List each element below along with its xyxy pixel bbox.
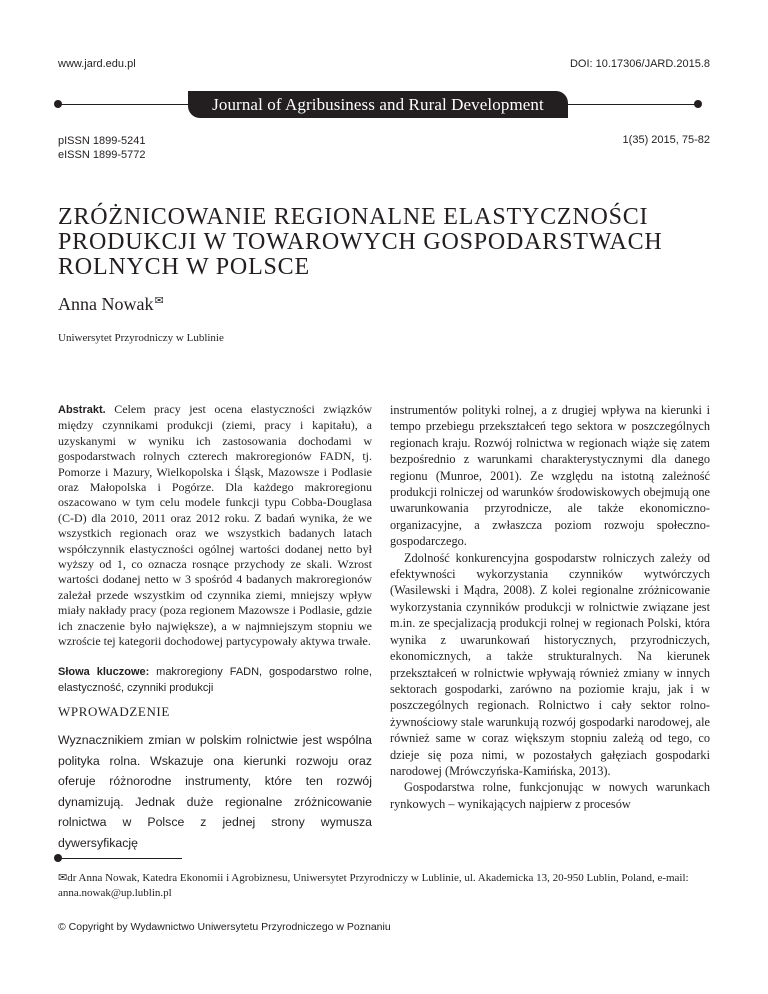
- body-paragraph-3: Gospodarstwa rolne, funkcjonując w nowych warunkach rynkowych – wynikających najpierw z procesów: [390, 780, 710, 811]
- footnote-envelope-icon: ✉: [58, 872, 68, 884]
- intro-text: Wyznacznikiem zmian w polskim rolnictwie jest wspólna polityka rolna. Wskazuje ona kierunki rozwoju oraz oferuje różnorodne instrumenty, które ten rozwój dynamizują. Jednak duże regionalne zróżnicowanie rolnictwa w Polsce z jednej strony wymusza dywersyfikację: [58, 733, 372, 850]
- journal-url[interactable]: www.jard.edu.pl: [58, 58, 136, 70]
- journal-banner: Journal of Agribusiness and Rural Development: [188, 91, 568, 118]
- pissn: pISSN 1899-5241: [58, 135, 146, 147]
- issue-info: 1(35) 2015, 75-82: [622, 134, 710, 146]
- footnote-text: dr Anna Nowak, Katedra Ekonomii i Agrobiznesu, Uniwersytet Przyrodniczy w Lublinie, ul. Akademicka 13, 20-950 Lublin, Poland, e-mail: anna.nowak@up.lublin.pl: [58, 872, 689, 899]
- header-rule-dot-left: [54, 100, 62, 108]
- right-column: [390, 402, 710, 812]
- body-paragraph-1: instrumentów polityki rolnej, a z drugiej wpływa na kierunki i tempo przebiegu przekształceń tego sektora w poszczególnych regionach kraju. Rozwój rolnictwa w regionach wiąże się zatem bezpośrednio z warunkami charakterystycznymi dla danego regionu (Munroe, 2001). Ze względu na istotną zależność produkcji rolniczej od warunków środowiskowych obejmują one uwarunkowania przyrodnicze, ale także ekonomiczno-organizacyjne, a zwłaszcza poziom rozwoju społeczno-gospodarczego.: [390, 403, 710, 549]
- section-heading-introduction: WPROWADZENIE: [58, 704, 170, 719]
- affiliation: Uniwersytet Przyrodniczy w Lublinie: [58, 332, 224, 344]
- keywords-text: makroregiony FADN, gospodarstwo rolne, elastyczność, czynniki produkcji: [58, 665, 372, 694]
- keywords: [58, 664, 372, 697]
- envelope-icon: ✉: [154, 295, 164, 307]
- eissn: eISSN 1899-5772: [58, 149, 146, 161]
- abstract: [58, 402, 372, 650]
- abstract-block: [58, 402, 372, 696]
- author: [58, 294, 164, 315]
- footnote: [58, 871, 708, 901]
- abstract-label: Abstrakt.: [58, 404, 106, 416]
- footnote-rule-dot: [54, 854, 62, 862]
- copyright: © Copyright by Wydawnictwo Uniwersytetu Przyrodniczego w Poznaniu: [58, 921, 391, 933]
- author-name: Anna Nowak: [58, 294, 154, 314]
- keywords-label: Słowa kluczowe:: [58, 665, 150, 678]
- doi[interactable]: DOI: 10.17306/JARD.2015.8: [569, 58, 710, 70]
- header-rule-dot-right: [694, 100, 702, 108]
- footnote-rule: [58, 858, 182, 859]
- body-paragraph-2: Zdolność konkurencyjna gospodarstw rolniczych zależy od efektywności wykorzystania czynników wytwórczych (Wasilewski i Mądra, 2008). Z kolei regionalne zróżnicowanie wykorzystania czynników produkcji w rolnictwie związane jest m.in. ze specjalizacją produkcji rolnej w regionach Polski, która wynika z uwarunkowań historycznych, przyrodniczych, ekonomicznych, a także strukturalnych. Na kierunek przekształceń w rolnictwie wpływają również zmiany w innych sektorach gospodarki, zarówno na poziomie kraju, jak i w poszczególnych regionach. Rolnictwo i cały sektor rolno-żywnościowy stale warunkują rozwój gospodarki narodowej, ale również same w coraz większym stopniu zależą od tego, co dzieje się poza nimi, w pozostałych gałęziach gospodarki narodowej (Mrówczyńska-Kamińska, 2013).: [390, 550, 710, 778]
- introduction-paragraph: [58, 730, 372, 854]
- abstract-text: Celem pracy jest ocena elastyczności związków między czynnikami produkcji (ziemi, pracy i kapitału), a uzyskanymi w wyniku ich zastosowania dochodami w gospodarstwach rolnych czterech makroregionów FADN, tj. Pomorze i Mazury, Wielkopolska i Śląsk, Mazowsze i Podlasie oraz Małopolska i Pogórze. Dla każdego makroregionu oszacowano w tym celu modele funkcji typu Cobba-Douglasa (C-D) dla 2010, 2011 oraz 2012 roku. Z badań wynika, że we wszystkich regionach oraz we wszystkich badanych latach współczynnik elastyczności ogólnej wartości dodanej netto był wyższy od 1, co oznacza rosnące przychody ze skali. Wzrost wartości dodanej netto w 3 spośród 4 badanych makroregionów zależał przede wszystkim od czynnika ziemi, mniejszy wpływ miały nakłady pracy (poza regionem Mazowsze i Podlasie, gdzie ich znaczenie było największe), a w najmniejszym stopniu we wzroście tej kategorii dochodowej partycypowały aktywa trwałe.: [58, 402, 373, 649]
- article-title: ZRÓŻNICOWANIE REGIONALNE ELASTYCZNOŚCI PRODUKCJI W TOWAROWYCH GOSPODARSTWACH ROLNYCH W POLSCE: [58, 204, 663, 280]
